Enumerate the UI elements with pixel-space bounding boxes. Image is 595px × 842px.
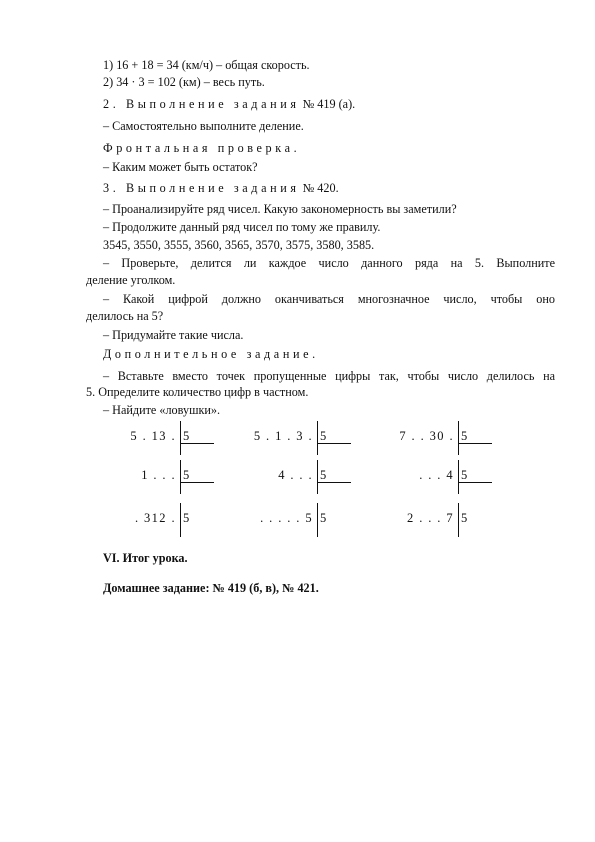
division-dividend: 1 . . . bbox=[141, 468, 176, 482]
division-item bbox=[240, 460, 317, 494]
division-item bbox=[100, 460, 180, 494]
task-heading-419-text: 2. Выполнение задания bbox=[103, 97, 300, 111]
solution-step-2: 2) 34 · 3 = 102 (км) – весь путь. bbox=[103, 75, 265, 89]
division-dividend: 7 . . 30 . bbox=[399, 429, 454, 443]
question-last-digit-line-2: делилось на 5? bbox=[86, 309, 164, 323]
division-bracket bbox=[180, 503, 220, 537]
division-bracket bbox=[317, 503, 357, 537]
division-dividend: 4 . . . bbox=[278, 468, 313, 482]
division-horizontal-line bbox=[317, 443, 351, 444]
division-bracket bbox=[180, 421, 220, 455]
homework-line: Домашнее задание: № 419 (б, в), № 421. bbox=[103, 581, 319, 595]
division-horizontal-line bbox=[458, 482, 492, 483]
division-divisor: 5 bbox=[183, 511, 190, 525]
division-item bbox=[240, 503, 317, 537]
task-heading-420 bbox=[103, 181, 555, 196]
division-divisor: 5 bbox=[320, 468, 327, 482]
division-item bbox=[100, 421, 180, 455]
division-divisor: 5 bbox=[461, 429, 468, 443]
division-dividend: . . . . . 5 bbox=[260, 511, 313, 525]
task-heading-420-number: № 420. bbox=[302, 181, 339, 195]
division-divisor: 5 bbox=[183, 429, 190, 443]
division-divisor: 5 bbox=[183, 468, 190, 482]
division-horizontal-line bbox=[180, 443, 214, 444]
division-bracket bbox=[458, 460, 498, 494]
instruction-check-line-1: – Проверьте, делится ли каждое число данного ряда на 5. Выполните bbox=[103, 256, 555, 270]
division-item bbox=[100, 503, 180, 537]
extra-task-instruction-line-1: – Вставьте вместо точек пропущенные цифры так, чтобы число делилось на bbox=[103, 369, 555, 383]
lesson-summary-heading: VI. Итог урока. bbox=[103, 551, 188, 565]
task-heading-419-number: № 419 (а). bbox=[302, 97, 356, 111]
task-heading-419 bbox=[103, 97, 555, 112]
division-divisor: 5 bbox=[461, 511, 468, 525]
division-item bbox=[380, 460, 458, 494]
division-dividend: 5 . 1 . 3 . bbox=[253, 429, 313, 443]
instruction-continue: – Продолжите данный ряд чисел по тому же правилу. bbox=[103, 220, 381, 234]
instruction-divide: – Самостоятельно выполните деление. bbox=[103, 119, 304, 133]
division-item bbox=[240, 421, 317, 455]
division-bracket bbox=[317, 460, 357, 494]
division-bracket bbox=[180, 460, 220, 494]
extra-task-heading: Дополнительное задание. bbox=[103, 347, 319, 361]
division-dividend: 5 . 13 . bbox=[130, 429, 176, 443]
find-traps: – Найдите «ловушки». bbox=[103, 403, 221, 417]
division-bracket bbox=[317, 421, 357, 455]
division-divisor: 5 bbox=[461, 468, 468, 482]
number-series: 3545, 3550, 3555, 3560, 3565, 3570, 3575, 3580, 3585. bbox=[103, 238, 375, 252]
instruction-check-line-2: деление уголком. bbox=[86, 273, 176, 287]
division-horizontal-line bbox=[317, 482, 351, 483]
frontal-check-heading: Фронтальная проверка. bbox=[103, 141, 301, 155]
division-bracket bbox=[458, 421, 498, 455]
division-dividend: 2 . . . 7 bbox=[407, 511, 454, 525]
division-divisor: 5 bbox=[320, 511, 327, 525]
division-bracket bbox=[458, 503, 498, 537]
division-divisor: 5 bbox=[320, 429, 327, 443]
solution-step-1: 1) 16 + 18 = 34 (км/ч) – общая скорость. bbox=[103, 58, 310, 72]
question-remainder: – Каким может быть остаток? bbox=[103, 160, 258, 174]
division-horizontal-line bbox=[458, 443, 492, 444]
division-horizontal-line bbox=[180, 482, 214, 483]
extra-task-instruction-line-2: 5. Определите количество цифр в частном. bbox=[86, 385, 309, 399]
division-item bbox=[380, 503, 458, 537]
division-dividend: . . . 4 bbox=[419, 468, 454, 482]
division-dividend: . 312 . bbox=[134, 511, 176, 525]
division-item bbox=[380, 421, 458, 455]
instruction-analyze: – Проанализируйте ряд чисел. Какую закономерность вы заметили? bbox=[103, 202, 457, 216]
question-last-digit-line-1: – Какой цифрой должно оканчиваться многозначное число, чтобы оно bbox=[103, 292, 555, 306]
task-heading-420-text: 3. Выполнение задания bbox=[103, 181, 300, 195]
instruction-invent: – Придумайте такие числа. bbox=[103, 328, 244, 342]
